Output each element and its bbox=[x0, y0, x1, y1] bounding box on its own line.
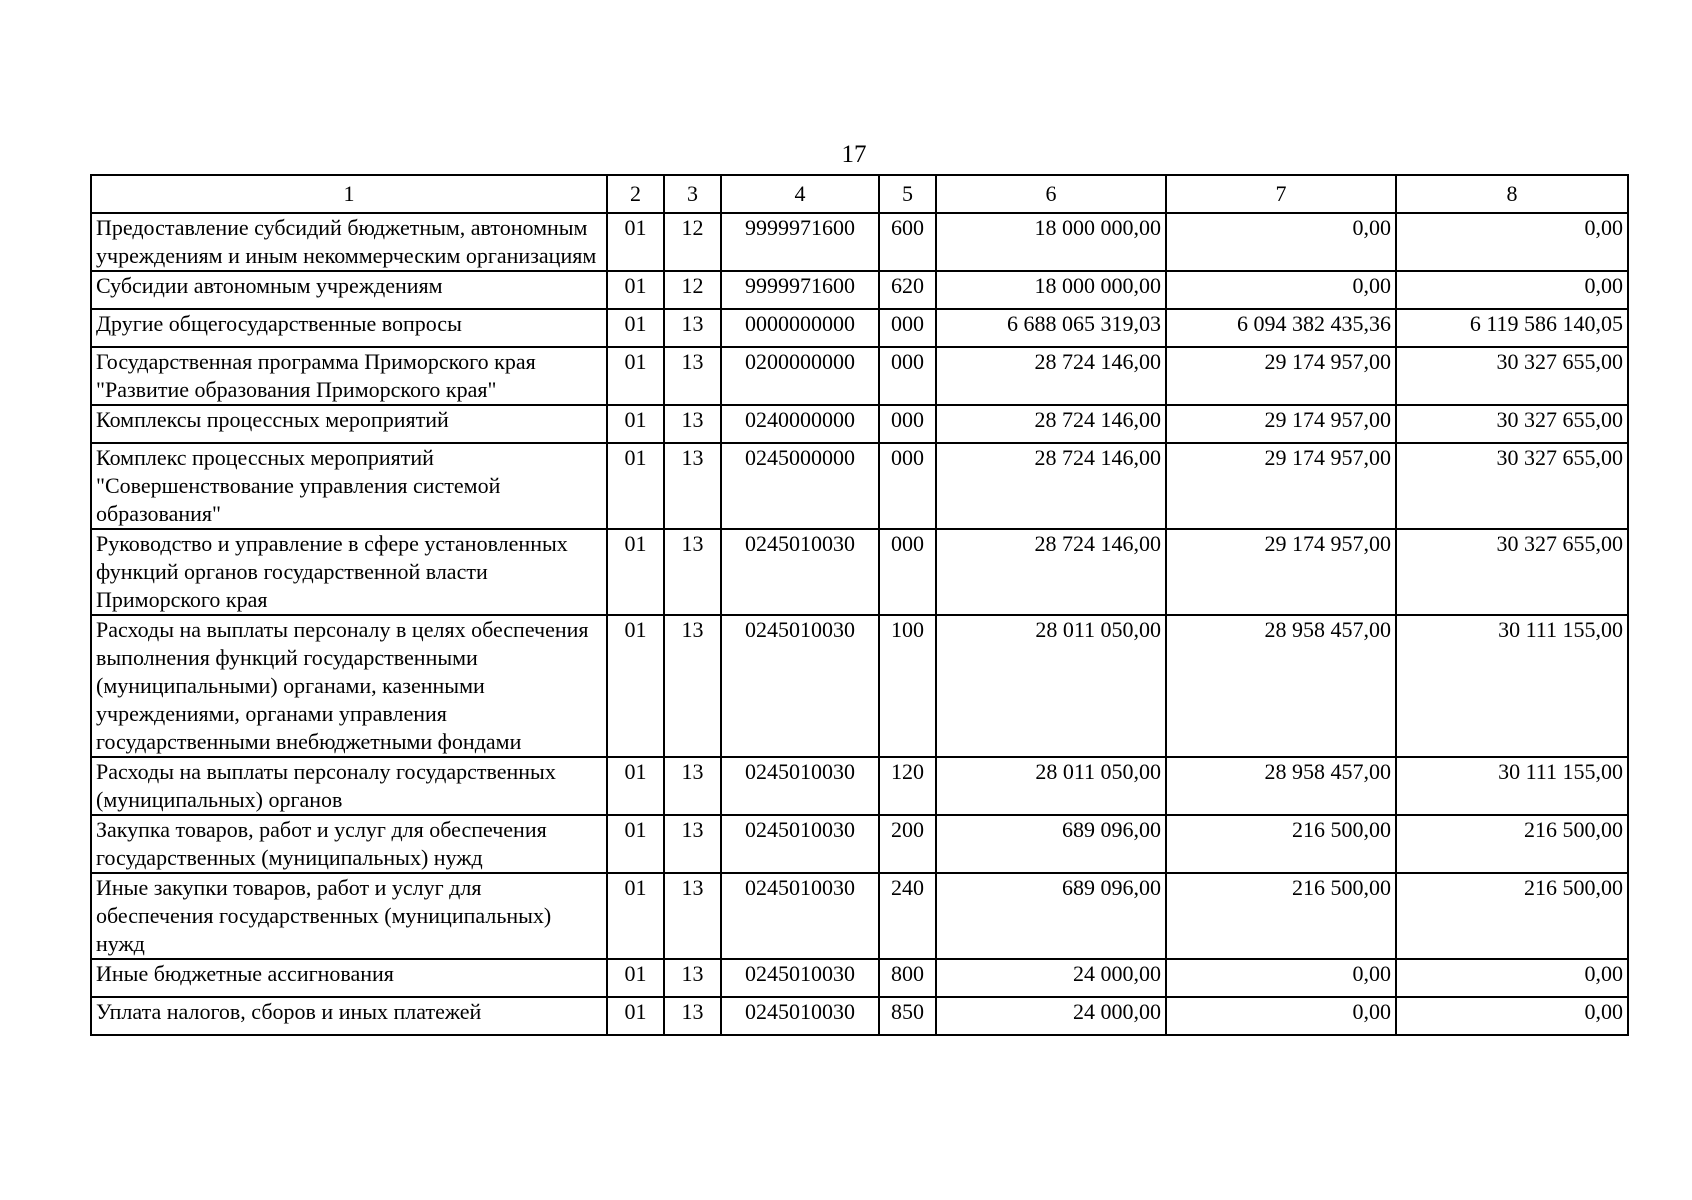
row-subsection-code: 12 bbox=[664, 213, 721, 271]
table-row bbox=[91, 213, 1628, 271]
row-amount-col6: 18 000 000,00 bbox=[936, 213, 1166, 271]
column-header-1: 1 bbox=[91, 175, 607, 213]
table-row bbox=[91, 347, 1628, 405]
row-amount-col7: 28 958 457,00 bbox=[1166, 757, 1396, 815]
row-amount-col8: 30 327 655,00 bbox=[1396, 443, 1628, 529]
column-header-7: 7 bbox=[1166, 175, 1396, 213]
row-section-code: 01 bbox=[607, 873, 664, 959]
row-name: Иные бюджетные ассигнования bbox=[91, 959, 607, 997]
row-subsection-code: 13 bbox=[664, 309, 721, 347]
table-row bbox=[91, 873, 1628, 959]
row-target-code: 0000000000 bbox=[721, 309, 879, 347]
row-name: Предоставление субсидий бюджетным, автономным учреждениям и иным некоммерческим организациям bbox=[91, 213, 607, 271]
row-subsection-code: 13 bbox=[664, 529, 721, 615]
row-subsection-code: 13 bbox=[664, 443, 721, 529]
row-amount-col6: 24 000,00 bbox=[936, 959, 1166, 997]
row-name: Закупка товаров, работ и услуг для обеспечения государственных (муниципальных) нужд bbox=[91, 815, 607, 873]
row-name: Другие общегосударственные вопросы bbox=[91, 309, 607, 347]
row-amount-col7: 0,00 bbox=[1166, 959, 1396, 997]
table-row bbox=[91, 529, 1628, 615]
row-expense-type-code: 800 bbox=[879, 959, 936, 997]
row-amount-col7: 29 174 957,00 bbox=[1166, 529, 1396, 615]
row-target-code: 9999971600 bbox=[721, 271, 879, 309]
row-subsection-code: 13 bbox=[664, 405, 721, 443]
row-amount-col8: 0,00 bbox=[1396, 997, 1628, 1035]
row-amount-col8: 30 111 155,00 bbox=[1396, 615, 1628, 757]
row-amount-col7: 28 958 457,00 bbox=[1166, 615, 1396, 757]
row-amount-col8: 30 111 155,00 bbox=[1396, 757, 1628, 815]
row-subsection-code: 13 bbox=[664, 997, 721, 1035]
column-header-3: 3 bbox=[664, 175, 721, 213]
row-target-code: 0245010030 bbox=[721, 757, 879, 815]
row-target-code: 0245000000 bbox=[721, 443, 879, 529]
row-amount-col8: 216 500,00 bbox=[1396, 873, 1628, 959]
row-amount-col7: 0,00 bbox=[1166, 271, 1396, 309]
table-row bbox=[91, 615, 1628, 757]
row-amount-col6: 28 011 050,00 bbox=[936, 757, 1166, 815]
table-row bbox=[91, 997, 1628, 1035]
row-section-code: 01 bbox=[607, 309, 664, 347]
table-row bbox=[91, 959, 1628, 997]
table-row bbox=[91, 271, 1628, 309]
row-expense-type-code: 100 bbox=[879, 615, 936, 757]
row-section-code: 01 bbox=[607, 213, 664, 271]
row-subsection-code: 13 bbox=[664, 615, 721, 757]
row-target-code: 0245010030 bbox=[721, 529, 879, 615]
page-number: 17 bbox=[841, 141, 867, 168]
row-name: Руководство и управление в сфере установленных функций органов государственной власти Приморского края bbox=[91, 529, 607, 615]
row-section-code: 01 bbox=[607, 615, 664, 757]
row-expense-type-code: 200 bbox=[879, 815, 936, 873]
row-section-code: 01 bbox=[607, 529, 664, 615]
row-section-code: 01 bbox=[607, 959, 664, 997]
row-expense-type-code: 000 bbox=[879, 529, 936, 615]
row-amount-col8: 0,00 bbox=[1396, 271, 1628, 309]
row-amount-col7: 29 174 957,00 bbox=[1166, 347, 1396, 405]
row-expense-type-code: 600 bbox=[879, 213, 936, 271]
column-header-2: 2 bbox=[607, 175, 664, 213]
column-header-8: 8 bbox=[1396, 175, 1628, 213]
row-amount-col7: 6 094 382 435,36 bbox=[1166, 309, 1396, 347]
row-subsection-code: 13 bbox=[664, 959, 721, 997]
row-section-code: 01 bbox=[607, 443, 664, 529]
column-header-5: 5 bbox=[879, 175, 936, 213]
row-amount-col7: 29 174 957,00 bbox=[1166, 443, 1396, 529]
table-row bbox=[91, 757, 1628, 815]
row-name: Государственная программа Приморского края "Развитие образования Приморского края" bbox=[91, 347, 607, 405]
row-amount-col7: 0,00 bbox=[1166, 213, 1396, 271]
row-section-code: 01 bbox=[607, 757, 664, 815]
row-amount-col6: 689 096,00 bbox=[936, 815, 1166, 873]
column-header-6: 6 bbox=[936, 175, 1166, 213]
row-expense-type-code: 620 bbox=[879, 271, 936, 309]
table-row bbox=[91, 405, 1628, 443]
table-row bbox=[91, 309, 1628, 347]
row-target-code: 0245010030 bbox=[721, 997, 879, 1035]
column-number-row bbox=[91, 175, 1628, 213]
row-section-code: 01 bbox=[607, 815, 664, 873]
row-section-code: 01 bbox=[607, 405, 664, 443]
row-target-code: 0200000000 bbox=[721, 347, 879, 405]
row-expense-type-code: 240 bbox=[879, 873, 936, 959]
row-subsection-code: 13 bbox=[664, 873, 721, 959]
row-amount-col6: 18 000 000,00 bbox=[936, 271, 1166, 309]
table-row bbox=[91, 815, 1628, 873]
row-section-code: 01 bbox=[607, 347, 664, 405]
row-amount-col6: 28 724 146,00 bbox=[936, 347, 1166, 405]
row-amount-col6: 6 688 065 319,03 bbox=[936, 309, 1166, 347]
row-name: Расходы на выплаты персоналу государственных (муниципальных) органов bbox=[91, 757, 607, 815]
row-amount-col6: 28 724 146,00 bbox=[936, 405, 1166, 443]
row-amount-col6: 28 724 146,00 bbox=[936, 443, 1166, 529]
row-amount-col7: 0,00 bbox=[1166, 997, 1396, 1035]
row-amount-col6: 689 096,00 bbox=[936, 873, 1166, 959]
row-amount-col8: 30 327 655,00 bbox=[1396, 347, 1628, 405]
row-amount-col8: 6 119 586 140,05 bbox=[1396, 309, 1628, 347]
row-section-code: 01 bbox=[607, 997, 664, 1035]
row-target-code: 9999971600 bbox=[721, 213, 879, 271]
row-subsection-code: 12 bbox=[664, 271, 721, 309]
row-amount-col7: 29 174 957,00 bbox=[1166, 405, 1396, 443]
row-name: Комплексы процессных мероприятий bbox=[91, 405, 607, 443]
row-amount-col8: 30 327 655,00 bbox=[1396, 529, 1628, 615]
row-target-code: 0245010030 bbox=[721, 959, 879, 997]
row-amount-col7: 216 500,00 bbox=[1166, 815, 1396, 873]
row-expense-type-code: 000 bbox=[879, 405, 936, 443]
row-name: Расходы на выплаты персоналу в целях обеспечения выполнения функций государственными (муниципальными) органами, казенными учреждениями, органами управления государственными внебюджетными фондами bbox=[91, 615, 607, 757]
row-name: Субсидии автономным учреждениям bbox=[91, 271, 607, 309]
budget-table bbox=[90, 174, 1629, 1036]
row-target-code: 0245010030 bbox=[721, 615, 879, 757]
row-subsection-code: 13 bbox=[664, 347, 721, 405]
row-amount-col8: 0,00 bbox=[1396, 213, 1628, 271]
row-expense-type-code: 120 bbox=[879, 757, 936, 815]
row-subsection-code: 13 bbox=[664, 815, 721, 873]
row-amount-col8: 0,00 bbox=[1396, 959, 1628, 997]
row-target-code: 0245010030 bbox=[721, 873, 879, 959]
row-expense-type-code: 000 bbox=[879, 309, 936, 347]
row-amount-col6: 24 000,00 bbox=[936, 997, 1166, 1035]
row-expense-type-code: 850 bbox=[879, 997, 936, 1035]
row-section-code: 01 bbox=[607, 271, 664, 309]
row-target-code: 0245010030 bbox=[721, 815, 879, 873]
row-expense-type-code: 000 bbox=[879, 347, 936, 405]
row-amount-col8: 30 327 655,00 bbox=[1396, 405, 1628, 443]
row-amount-col6: 28 724 146,00 bbox=[936, 529, 1166, 615]
row-expense-type-code: 000 bbox=[879, 443, 936, 529]
row-target-code: 0240000000 bbox=[721, 405, 879, 443]
row-amount-col8: 216 500,00 bbox=[1396, 815, 1628, 873]
column-header-4: 4 bbox=[721, 175, 879, 213]
row-name: Иные закупки товаров, работ и услуг для обеспечения государственных (муниципальных) нужд bbox=[91, 873, 607, 959]
table-row bbox=[91, 443, 1628, 529]
row-name: Уплата налогов, сборов и иных платежей bbox=[91, 997, 607, 1035]
row-subsection-code: 13 bbox=[664, 757, 721, 815]
row-amount-col7: 216 500,00 bbox=[1166, 873, 1396, 959]
row-name: Комплекс процессных мероприятий "Совершенствование управления системой образования" bbox=[91, 443, 607, 529]
row-amount-col6: 28 011 050,00 bbox=[936, 615, 1166, 757]
